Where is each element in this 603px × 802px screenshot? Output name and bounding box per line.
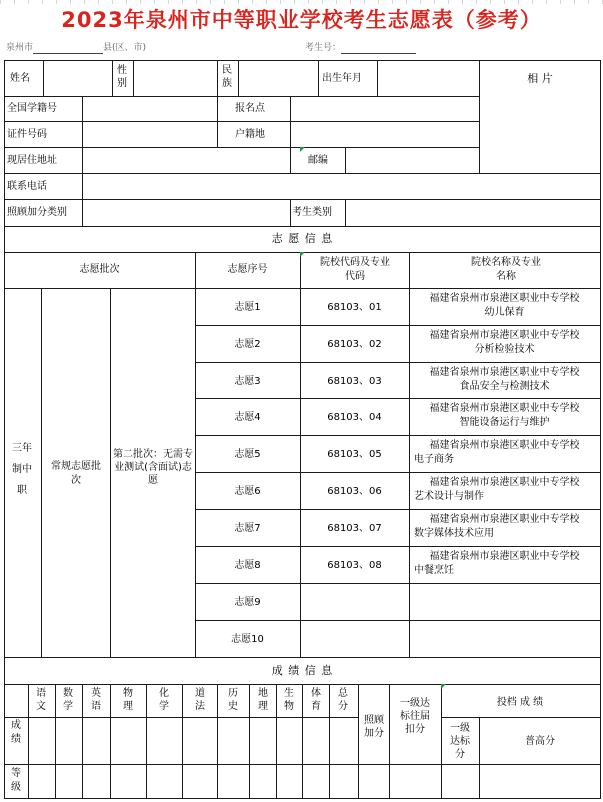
exam-no-label: 考生号： [305,43,342,53]
phone-label: 联系电话 [7,181,47,192]
bonus-type-label: 照顾加分类别 [7,207,67,218]
vol-code-6[interactable]: 68103、06 [327,486,382,497]
vol-seq-1: 志愿1 [234,302,261,313]
subject-history: 历史 [228,688,238,712]
vol-school-7[interactable]: 福建省泉州市泉港区职业中专学校 [429,514,580,525]
score-row-label: 成绩 [11,720,21,745]
bonus-header: 照顾加分 [364,715,384,739]
subject-biology: 生物 [284,688,294,712]
address-label: 现居住地址 [7,155,57,166]
vol-seq-header: 志愿序号 [227,264,268,275]
birth-label: 出生年月 [322,73,362,84]
vol-major-2[interactable]: 分析检验技术 [474,344,535,355]
city-label: 泉州市 [6,43,34,53]
vol-code-1[interactable]: 68103、01 [327,302,382,313]
second-batch-label: 第二批次：无需专业测试(含面试)志愿 [113,449,193,486]
vol-seq-4: 志愿4 [234,412,261,423]
vol-section-title: 志 愿 信 息 [271,232,334,245]
subject-math: 数学 [63,688,73,712]
vol-seq-8: 志愿8 [234,560,261,571]
vol-seq-3: 志愿3 [234,376,261,387]
vol-code-8[interactable]: 68103、08 [327,560,382,571]
comment-marker [300,252,305,257]
vol-major-3[interactable]: 食品安全与检测技术 [459,381,550,392]
gender-label: 性别 [117,65,127,89]
comment-marker [441,684,446,689]
vol-seq-7: 志愿7 [234,523,261,534]
postcode-label: 邮编 [308,155,328,166]
vol-code-2[interactable]: 68103、02 [327,339,382,350]
vol-name-header: 院校名称及专业名称 [471,257,541,282]
subject-morality: 道法 [195,688,205,712]
subject-physics: 物理 [123,688,133,712]
subject-chinese: 语文 [36,688,46,712]
general-score-header: 普高分 [525,736,555,747]
vol-school-1[interactable]: 福建省泉州市泉港区职业中专学校 [429,293,580,304]
grade1-score-header: 一级达标分 [450,723,470,760]
vol-school-4[interactable]: 福建省泉州市泉港区职业中专学校 [429,403,580,414]
photo-label: 相 片 [527,72,553,85]
subject-total: 总分 [338,688,348,712]
page-title: 2023年泉州市中等职业学校考生志愿表（参考） [61,8,542,32]
county-label: 县(区、市) [103,43,147,53]
archive-score-header: 投档 成 绩 [496,697,544,708]
hukou-label: 户籍地 [235,129,265,140]
comment-marker [300,147,305,152]
name-label: 姓名 [10,73,30,84]
ethnic-label: 民族 [222,65,232,89]
exam-site-label: 报名点 [235,103,265,114]
subject-chemistry: 化学 [159,688,169,712]
vol-code-5[interactable]: 68103、05 [327,449,382,460]
vol-seq-10: 志愿10 [231,634,264,645]
vol-code-4[interactable]: 68103、04 [327,412,382,423]
vol-major-8[interactable]: 中餐烹饪 [414,565,454,576]
vol-school-2[interactable]: 福建省泉州市泉港区职业中专学校 [429,330,580,341]
score-section-title: 成 绩 信 息 [271,664,334,677]
vol-code-3[interactable]: 68103、03 [327,376,382,387]
student-no-label: 全国学籍号 [7,103,57,114]
vol-major-5[interactable]: 电子商务 [414,454,454,465]
vol-seq-9: 志愿9 [234,597,261,608]
vol-school-5[interactable]: 福建省泉州市泉港区职业中专学校 [429,440,580,451]
student-type-label: 考生类别 [292,207,332,218]
vol-code-7[interactable]: 68103、07 [327,523,382,534]
subject-english: 英语 [91,688,101,712]
grade1-prev-header: 一级达标往届扣分 [400,698,430,735]
id-no-label: 证件号码 [7,129,47,140]
vol-seq-5: 志愿5 [234,449,261,460]
regular-batch-label: 常规志愿批次 [51,461,101,486]
vol-seq-6: 志愿6 [234,486,261,497]
vol-seq-2: 志愿2 [234,339,261,350]
vol-major-4[interactable]: 智能设备运行与维护 [459,417,550,428]
vol-major-1[interactable]: 幼儿保育 [484,307,525,318]
vol-school-3[interactable]: 福建省泉州市泉港区职业中专学校 [429,367,580,378]
vol-batch-header: 志愿批次 [79,264,120,275]
vol-major-7[interactable]: 数字媒体技术应用 [414,528,494,539]
vol-school-8[interactable]: 福建省泉州市泉港区职业中专学校 [429,551,580,562]
vol-major-6[interactable]: 艺术设计与制作 [414,491,484,502]
level-row-label: 等级 [11,768,21,793]
subject-geography: 地理 [258,688,268,712]
vol-code-header: 院校代码及专业代码 [320,257,390,282]
subject-pe: 体育 [311,688,321,712]
vol-school-6[interactable]: 福建省泉州市泉港区职业中专学校 [429,477,580,488]
three-year-label: 三年制中职 [12,443,32,496]
